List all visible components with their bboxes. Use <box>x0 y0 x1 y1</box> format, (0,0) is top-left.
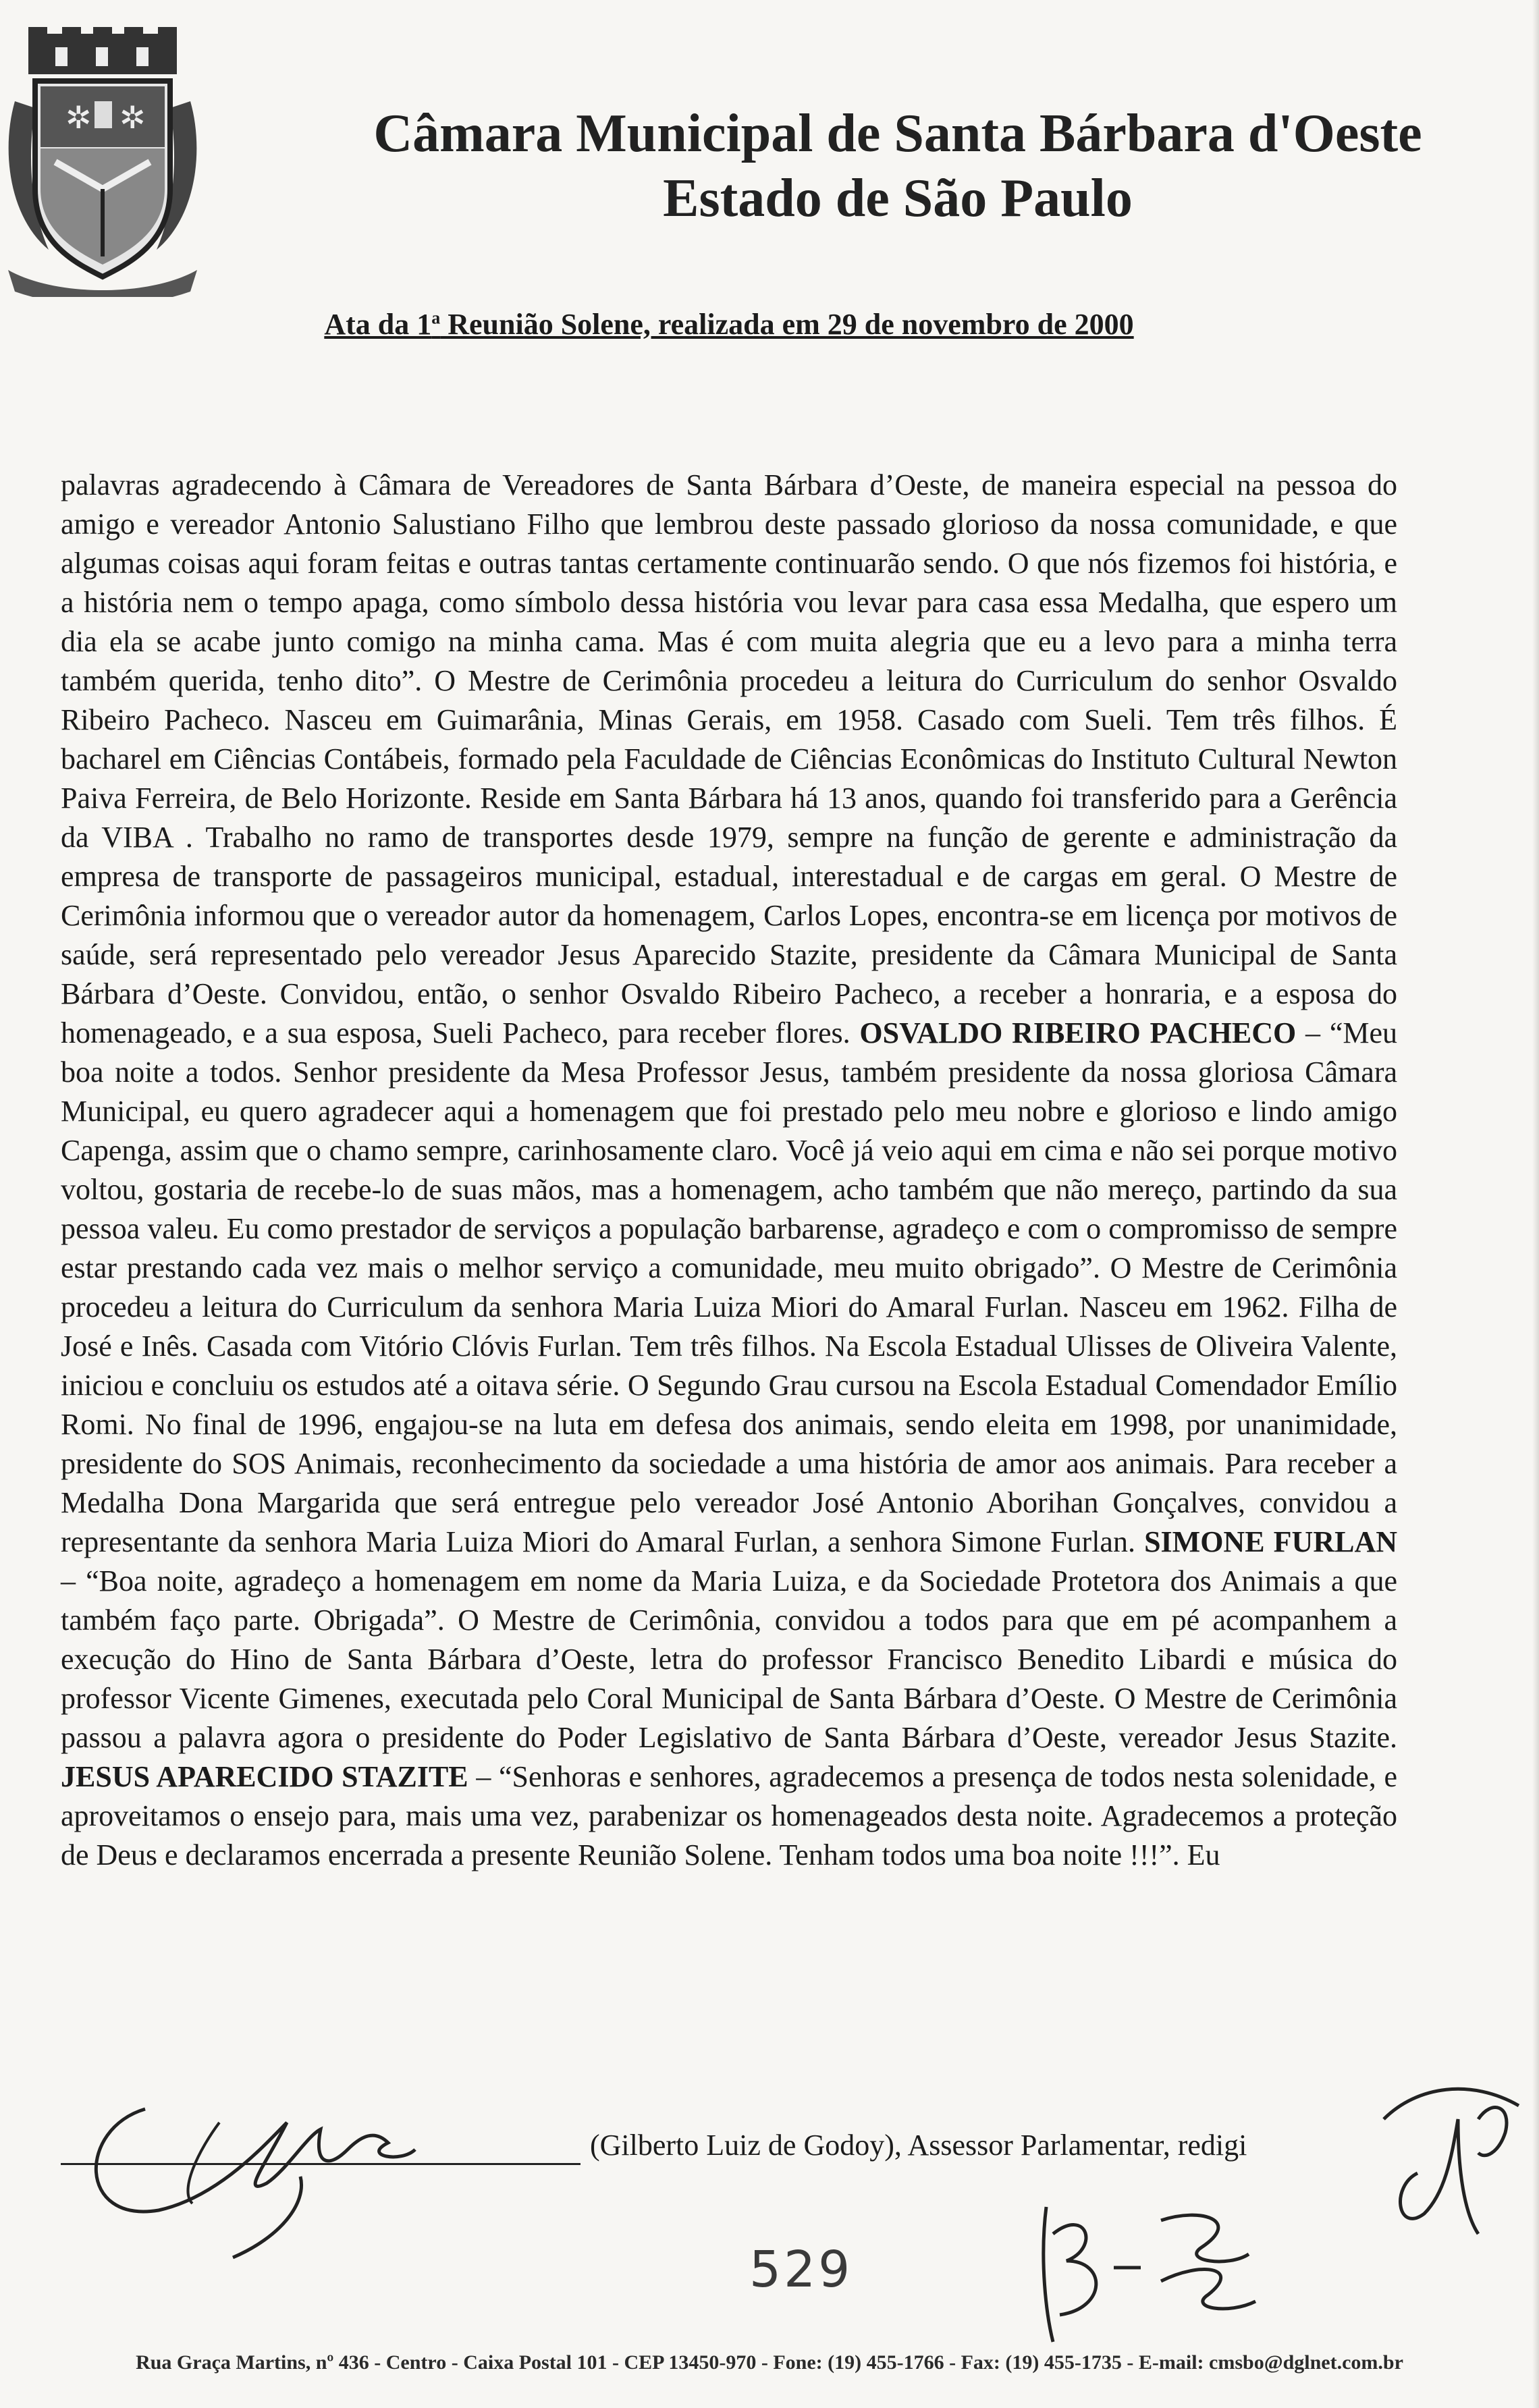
footer-address: Rua Graça Martins, nº 436 - Centro - Caixa Postal 101 - CEP 13450-970 - Fone: (19) 455-1766 - Fax: (19) 455-1735 - E-mail: cmsbo@dglnet.com.br <box>136 2351 1403 2374</box>
handwritten-initials <box>1377 2079 1532 2254</box>
letterhead <box>270 101 1526 231</box>
speaker-name: SIMONE FURLAN <box>1144 1525 1398 1558</box>
institution-name: Câmara Municipal de Santa Bárbara d'Oeste <box>373 104 1422 163</box>
speaker-name: JESUS APARECIDO STAZITE <box>61 1760 468 1793</box>
body-part-3: – “Boa noite, agradeço a homenagem em nome da Maria Luiza, e da Sociedade Protetora dos Animais a que também faço parte. Obrigada”. O Mestre de Cerimônia, convidou a todos para que em pé acompanhem a execução do Hino de Santa Bárbara d’Oeste, letra do professor Francisco Benedito Libardi e música do professor Vicente Gimenes, executada pelo Coral Municipal de Santa Bárbara d’Oeste. O Mestre de Cerimônia passou a palavra agora o presidente do Poder Legislativo de Santa Bárbara d’Oeste, vereador Jesus Stazite. <box>61 1564 1397 1754</box>
handwritten-signature-left <box>64 2082 469 2271</box>
body-part-2: – “Meu boa noite a todos. Senhor presidente da Mesa Professor Jesus, também presidente da nossa gloriosa Câmara Municipal, eu quero agradecer aqui a homenagem que foi prestado pelo meu nobre e glorioso e lindo amigo Capenga, assim que o chamo sempre, carinhosamente claro. Você já veio aqui em cima e não sei porque motivo voltou, gostaria de recebe-lo de suas mãos, mas a homenagem, acho também que não mereço, partindo da sua pessoa valeu. Eu como prestador de serviços a população barbarense, agradeço e com o compromisso de sempre estar prestando cada vez mais o melhor serviço a comunidade, meu muito obrigado”. O Mestre de Cerimônia procedeu a leitura do Curriculum da senhora Maria Luiza Miori do Amaral Furlan. Nasceu em 1962. Filha de José e Inês. Casada com Vitório Clóvis Furlan. Tem três filhos. Na Escola Estadual Ulisses de Oliveira Valente, iniciou e concluiu os estudos até a oitava série. O Segundo Grau cursou na Escola Estadual Comendador Emílio Romi. No final de 1996, engajou-se na luta em defesa dos animais, sendo eleita em 1998, por unanimidade, presidente do SOS Animais, reconhecimento da sociedade a uma história de amor aos animais. Para receber a Medalha Dona Margarida que será entregue pelo vereador José Antonio Aborihan Gonçalves, convidou a representante da senhora Maria Luiza Miori do Amaral Furlan, a senhora Simone Furlan. <box>61 1016 1397 1558</box>
svg-text:✲: ✲ <box>65 99 92 136</box>
page-edge-shadow <box>1532 0 1539 2408</box>
svg-text:✲: ✲ <box>119 99 146 136</box>
minutes-title-prefix: Ata da 1 <box>324 308 432 341</box>
page-number: 529 <box>749 2241 853 2299</box>
body-part-1: palavras agradecendo à Câmara de Vereadores de Santa Bárbara d’Oeste, de maneira especial na pessoa do amigo e vereador Antonio Salustiano Filho que lembrou deste passado glorioso da nossa comunidade, e que algumas coisas aqui foram feitas e outras tantas certamente continuarão sendo. O que nós fizemos foi história, e a história nem o tempo apaga, como símbolo dessa história vou levar para casa essa Medalha, que espero um dia ela se acabe junto comigo na minha cama. Mas é com muita alegria que eu a levo para a minha terra também querida, tenho dito”. O Mestre de Cerimônia procedeu a leitura do Curriculum do senhor Osvaldo Ribeiro Pacheco. Nasceu em Guimarânia, Minas Gerais, em 1958. Casado com Sueli. Tem três filhos. É bacharel em Ciências Contábeis, formado pela Faculdade de Ciências Econômicas do Instituto Cultural Newton Paiva Ferreira, de Belo Horizonte. Reside em Santa Bárbara há 13 anos, quando foi transferido para a Gerência da VIBA . Trabalho no ramo de transportes desde 1979, sempre na função de gerente e administração da empresa de transporte de passageiros municipal, estadual, interestadual e de cargas em geral. O Mestre de Cerimônia informou que o vereador autor da homenagem, Carlos Lopes, encontra-se em licença por motivos de saúde, será representado pelo vereador Jesus Aparecido Stazite, presidente da Câmara Municipal de Santa Bárbara d’Oeste. Convidou, então, o senhor Osvaldo Ribeiro Pacheco, a receber a honraria, e a esposa do homenageado, e a sua esposa, Sueli Pacheco, para receber flores. <box>61 468 1397 1049</box>
minutes-title <box>0 307 1458 341</box>
state-name: Estado de São Paulo <box>663 169 1133 228</box>
minutes-title-rest: Reunião Solene, realizada em 29 de novembro de 2000 <box>440 308 1134 341</box>
signature-line-text: (Gilberto Luiz de Godoy), Assessor Parlamentar, redigi <box>590 2129 1247 2162</box>
coat-of-arms-crest <box>1 27 204 297</box>
speaker-name: OSVALDO RIBEIRO PACHECO <box>859 1016 1297 1049</box>
minutes-body <box>61 466 1397 1875</box>
ordinal-suffix: a <box>431 308 441 328</box>
handwritten-signature-right <box>1026 2180 1269 2355</box>
body-part-4: – “Senhoras e senhores, agradecemos a presença de todos nesta solenidade, e aproveitamos o ensejo para, mais uma vez, parabenizar os homenageados desta noite. Agradecemos a proteção de Deus e declaramos encerrada a presente Reunião Solene. Tenham todos uma boa noite !!!”. Eu <box>61 1760 1397 1871</box>
